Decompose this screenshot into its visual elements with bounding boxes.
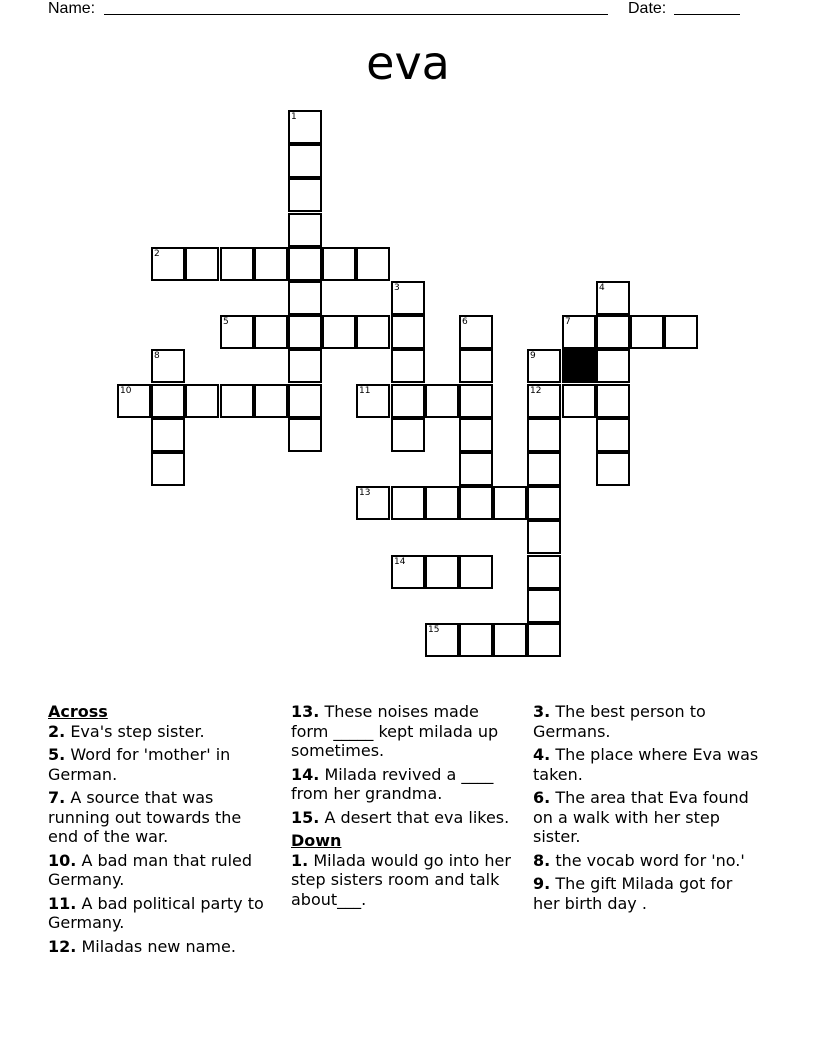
crossword-cell[interactable] [391, 315, 425, 349]
crossword-cell[interactable] [288, 213, 322, 247]
crossword-cell[interactable] [288, 247, 322, 281]
crossword-cell[interactable] [459, 623, 493, 657]
crossword-cell[interactable] [459, 418, 493, 452]
clue-down-3 [533, 702, 763, 741]
name-label: Name: [48, 0, 96, 17]
clue-down-1 [291, 851, 521, 910]
crossword-cell[interactable] [254, 247, 288, 281]
crossword-cell[interactable] [288, 110, 322, 144]
clue-number-label: 10 [120, 386, 132, 396]
crossword-cell[interactable] [527, 452, 561, 486]
clue-number-label: 13 [359, 488, 371, 498]
clues-column-1 [48, 702, 273, 960]
clue-across-5 [48, 745, 273, 784]
clue-number-label: 4 [599, 283, 605, 293]
clue-text: Eva's step sister. [70, 721, 205, 741]
crossword-cell[interactable] [459, 452, 493, 486]
crossword-cell[interactable] [459, 486, 493, 520]
crossword-cell[interactable] [288, 178, 322, 212]
clue-number: 11. [48, 893, 77, 913]
crossword-cell[interactable] [562, 315, 596, 349]
crossword-cell[interactable] [356, 384, 390, 418]
clue-number: 13. [291, 702, 320, 721]
crossword-cell[interactable] [527, 589, 561, 623]
clue-across-14 [291, 765, 521, 804]
crossword-cell[interactable] [254, 384, 288, 418]
clues-column-3 [533, 702, 763, 917]
clue-number-label: 8 [154, 351, 160, 361]
clue-across-2 [48, 722, 273, 742]
clue-number: 1. [291, 850, 309, 870]
clues-column-2 [291, 702, 521, 913]
crossword-cell[interactable] [596, 384, 630, 418]
crossword-cell[interactable] [596, 418, 630, 452]
black-square [562, 349, 596, 383]
clue-text: Word for 'mother' in German. [48, 745, 231, 784]
clue-number: 10. [48, 850, 77, 870]
crossword-cell[interactable] [151, 384, 185, 418]
clue-number-label: 12 [530, 386, 542, 396]
clue-number-label: 9 [530, 351, 536, 361]
crossword-cell[interactable] [151, 418, 185, 452]
crossword-cell[interactable] [356, 315, 390, 349]
crossword-cell[interactable] [185, 384, 219, 418]
crossword-cell[interactable] [596, 452, 630, 486]
crossword-cell[interactable] [356, 486, 390, 520]
clue-text: Miladas new name. [81, 936, 236, 956]
clue-number: 4. [533, 745, 551, 764]
crossword-cell[interactable] [459, 384, 493, 418]
crossword-cell[interactable] [151, 247, 185, 281]
crossword-cell[interactable] [391, 418, 425, 452]
clue-text: Milada would go into her step sisters room and talk about___. [291, 850, 511, 909]
clue-number: 12. [48, 936, 77, 956]
crossword-cell[interactable] [459, 555, 493, 589]
crossword-cell[interactable] [493, 486, 527, 520]
crossword-cell[interactable] [391, 384, 425, 418]
clue-down-9 [533, 874, 763, 913]
clue-text: The best person to Germans. [533, 702, 706, 741]
crossword-cell[interactable] [425, 384, 459, 418]
crossword-cell[interactable] [185, 247, 219, 281]
crossword-cell[interactable] [630, 315, 664, 349]
clue-number: 9. [533, 874, 551, 893]
crossword-cell[interactable] [459, 315, 493, 349]
clue-across-10 [48, 851, 273, 890]
crossword-cell[interactable] [288, 144, 322, 178]
clue-down-6 [533, 788, 763, 847]
crossword-cell[interactable] [425, 486, 459, 520]
crossword-cell[interactable] [322, 247, 356, 281]
clue-across-11 [48, 894, 273, 933]
crossword-cell[interactable] [288, 281, 322, 315]
crossword-cell[interactable] [425, 623, 459, 657]
clue-text: A desert that eva likes. [324, 807, 510, 827]
crossword-cell[interactable] [527, 623, 561, 657]
crossword-cell[interactable] [527, 520, 561, 554]
clue-number: 5. [48, 745, 66, 764]
crossword-cell[interactable] [151, 452, 185, 486]
crossword-cell[interactable] [254, 315, 288, 349]
clue-number-label: 6 [462, 317, 468, 327]
crossword-cell[interactable] [151, 349, 185, 383]
clue-number: 8. [533, 850, 551, 870]
crossword-cell[interactable] [527, 418, 561, 452]
crossword-cell[interactable] [527, 384, 561, 418]
clue-number-label: 14 [394, 557, 406, 567]
clue-number-label: 2 [154, 249, 160, 259]
clue-number: 3. [533, 702, 551, 721]
crossword-cell[interactable] [596, 281, 630, 315]
clue-number: 7. [48, 788, 66, 807]
clue-number-label: 5 [223, 317, 229, 327]
clue-number-label: 15 [428, 625, 440, 635]
crossword-cell[interactable] [527, 486, 561, 520]
clue-across-7 [48, 788, 273, 847]
clue-text: The place where Eva was taken. [533, 745, 759, 784]
clue-text: The area that Eva found on a walk with her step sister. [533, 788, 749, 846]
clue-number: 2. [48, 721, 66, 741]
clue-number: 6. [533, 788, 551, 807]
crossword-cell[interactable] [459, 349, 493, 383]
clue-down-8 [533, 851, 763, 871]
crossword-cell[interactable] [425, 555, 459, 589]
clue-text: A bad political party to Germany. [48, 893, 264, 932]
clue-number-label: 11 [359, 386, 371, 396]
crossword-cell[interactable] [664, 315, 698, 349]
clue-text: The gift Milada got for her birth day . [533, 874, 733, 913]
crossword-cell[interactable] [391, 281, 425, 315]
clue-number-label: 1 [291, 112, 297, 122]
crossword-cell[interactable] [220, 247, 254, 281]
clue-text: These noises made form _____ kept milada up sometimes. [291, 702, 499, 760]
crossword-cell[interactable] [493, 623, 527, 657]
crossword-cell[interactable] [527, 555, 561, 589]
crossword-cell[interactable] [288, 349, 322, 383]
crossword-cell[interactable] [220, 384, 254, 418]
clue-across-12 [48, 937, 273, 957]
crossword-cell[interactable] [220, 315, 254, 349]
page-title: eva [366, 36, 450, 90]
crossword-cell[interactable] [288, 418, 322, 452]
crossword-cell[interactable] [596, 349, 630, 383]
date-label: Date: [628, 0, 667, 17]
crossword-cell[interactable] [391, 486, 425, 520]
crossword-cell[interactable] [288, 384, 322, 418]
crossword-cell[interactable] [596, 315, 630, 349]
crossword-cell[interactable] [391, 555, 425, 589]
clue-down-4 [533, 745, 763, 784]
clue-across-15 [291, 808, 521, 828]
down-heading: Down [291, 831, 342, 850]
crossword-cell[interactable] [391, 349, 425, 383]
clue-number: 14. [291, 764, 320, 784]
crossword-cell[interactable] [356, 247, 390, 281]
clue-number-label: 3 [394, 283, 400, 293]
crossword-cell[interactable] [322, 315, 356, 349]
crossword-cell[interactable] [562, 384, 596, 418]
across-heading: Across [48, 702, 108, 721]
clue-text: A bad man that ruled Germany. [48, 850, 253, 889]
crossword-cell[interactable] [288, 315, 322, 349]
clue-number-label: 7 [565, 317, 571, 327]
clue-text: Milada revived a ____ from her grandma. [291, 764, 494, 803]
crossword-cell[interactable] [117, 384, 151, 418]
clue-number: 15. [291, 807, 320, 827]
crossword-cell[interactable] [527, 349, 561, 383]
clue-text: A source that was running out towards the end of the war. [48, 788, 242, 846]
clue-across-13 [291, 702, 521, 761]
clue-text: the vocab word for 'no.' [555, 850, 745, 870]
